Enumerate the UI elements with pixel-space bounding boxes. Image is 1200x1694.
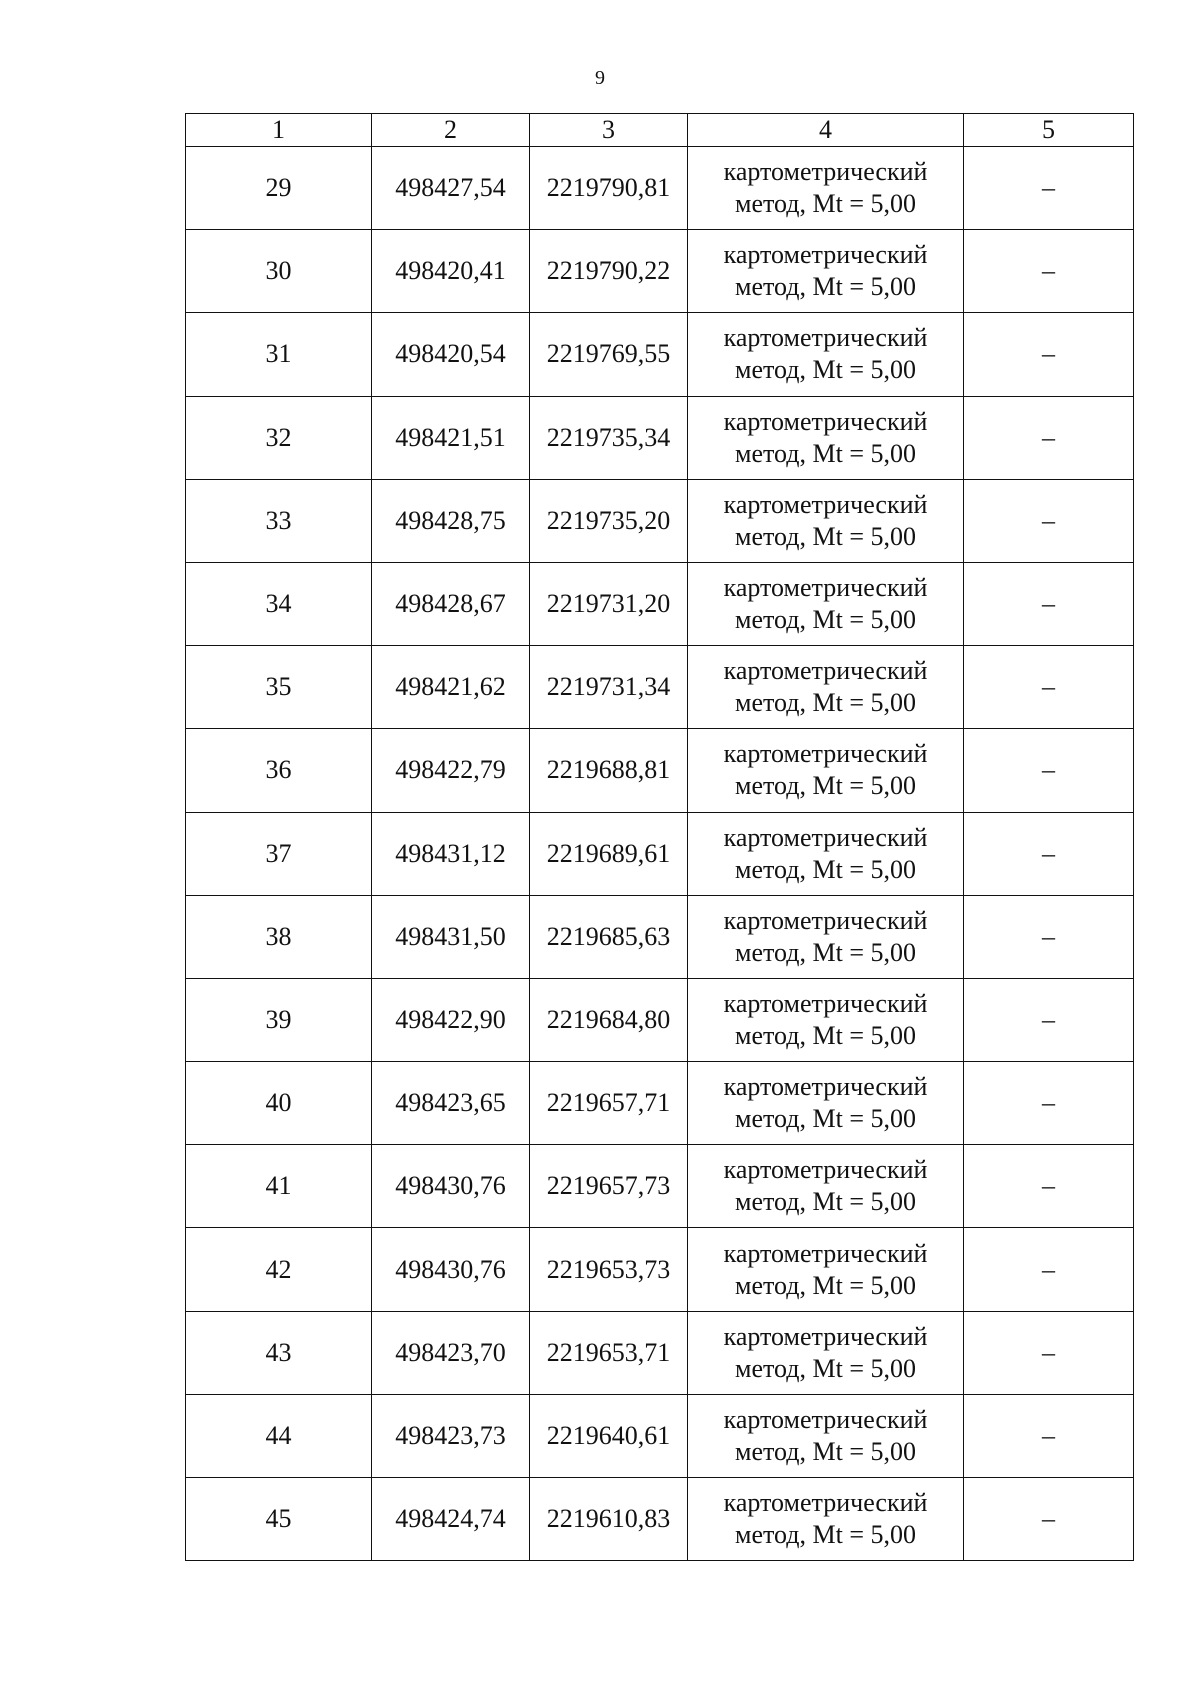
table-row <box>186 729 1134 812</box>
table-row <box>186 1478 1134 1561</box>
note-cell: – <box>964 147 1134 230</box>
method-cell <box>688 646 964 729</box>
note-cell: – <box>964 1311 1134 1394</box>
column-header: 4 <box>688 114 964 147</box>
table-row <box>186 1145 1134 1228</box>
note-cell: – <box>964 646 1134 729</box>
method-line-2: метод, Mt = 5,00 <box>735 521 916 551</box>
method-line-1: картометрический <box>723 656 928 686</box>
method-line-1: картометрический <box>723 1072 928 1102</box>
method-line-1: картометрический <box>723 988 928 1018</box>
note-cell: – <box>964 1478 1134 1561</box>
method-cell <box>688 1062 964 1145</box>
note-cell: – <box>964 479 1134 562</box>
page-number: 9 <box>595 67 605 89</box>
point-number-cell: 29 <box>186 147 372 230</box>
method-cell <box>688 1311 964 1394</box>
point-number-cell: 32 <box>186 396 372 479</box>
column-header: 5 <box>964 114 1134 147</box>
note-cell: – <box>964 978 1134 1061</box>
point-number-cell: 39 <box>186 978 372 1061</box>
column-header: 1 <box>186 114 372 147</box>
point-number-cell: 36 <box>186 729 372 812</box>
y-coordinate-cell: 2219653,71 <box>530 1311 688 1394</box>
point-number-cell: 35 <box>186 646 372 729</box>
method-line-2: метод, Mt = 5,00 <box>735 1353 916 1383</box>
x-coordinate-cell: 498428,67 <box>372 562 530 645</box>
table-row <box>186 230 1134 313</box>
x-coordinate-cell: 498431,50 <box>372 895 530 978</box>
method-line-1: картометрический <box>723 1155 928 1185</box>
x-coordinate-cell: 498420,54 <box>372 313 530 396</box>
column-header: 2 <box>372 114 530 147</box>
x-coordinate-cell: 498428,75 <box>372 479 530 562</box>
point-number-cell: 38 <box>186 895 372 978</box>
method-cell <box>688 147 964 230</box>
method-line-2: метод, Mt = 5,00 <box>735 605 916 635</box>
x-coordinate-cell: 498423,65 <box>372 1062 530 1145</box>
note-cell: – <box>964 313 1134 396</box>
note-cell: – <box>964 1394 1134 1477</box>
y-coordinate-cell: 2219688,81 <box>530 729 688 812</box>
method-cell <box>688 313 964 396</box>
method-line-1: картометрический <box>723 406 928 436</box>
method-line-2: метод, Mt = 5,00 <box>735 189 916 219</box>
x-coordinate-cell: 498420,41 <box>372 230 530 313</box>
point-number-cell: 45 <box>186 1478 372 1561</box>
y-coordinate-cell: 2219689,61 <box>530 812 688 895</box>
column-header: 3 <box>530 114 688 147</box>
method-cell <box>688 479 964 562</box>
method-line-2: метод, Mt = 5,00 <box>735 771 916 801</box>
method-line-2: метод, Mt = 5,00 <box>735 355 916 385</box>
method-line-1: картометрический <box>723 739 928 769</box>
method-line-2: метод, Mt = 5,00 <box>735 937 916 967</box>
y-coordinate-cell: 2219653,73 <box>530 1228 688 1311</box>
method-cell <box>688 1478 964 1561</box>
point-number-cell: 40 <box>186 1062 372 1145</box>
y-coordinate-cell: 2219790,81 <box>530 147 688 230</box>
table-row <box>186 313 1134 396</box>
table-header-row <box>186 114 1134 147</box>
x-coordinate-cell: 498430,76 <box>372 1228 530 1311</box>
method-cell <box>688 230 964 313</box>
table-row <box>186 147 1134 230</box>
y-coordinate-cell: 2219657,73 <box>530 1145 688 1228</box>
y-coordinate-cell: 2219684,80 <box>530 978 688 1061</box>
point-number-cell: 41 <box>186 1145 372 1228</box>
note-cell: – <box>964 1145 1134 1228</box>
x-coordinate-cell: 498422,79 <box>372 729 530 812</box>
coordinates-table <box>185 113 1134 1561</box>
note-cell: – <box>964 1228 1134 1311</box>
method-line-2: метод, Mt = 5,00 <box>735 688 916 718</box>
method-line-2: метод, Mt = 5,00 <box>735 1436 916 1466</box>
method-line-2: метод, Mt = 5,00 <box>735 1104 916 1134</box>
table-row <box>186 1062 1134 1145</box>
method-cell <box>688 1394 964 1477</box>
method-line-1: картометрический <box>723 157 928 187</box>
x-coordinate-cell: 498427,54 <box>372 147 530 230</box>
y-coordinate-cell: 2219610,83 <box>530 1478 688 1561</box>
method-cell <box>688 729 964 812</box>
method-line-1: картометрический <box>723 323 928 353</box>
note-cell: – <box>964 562 1134 645</box>
x-coordinate-cell: 498423,73 <box>372 1394 530 1477</box>
point-number-cell: 42 <box>186 1228 372 1311</box>
method-line-1: картометрический <box>723 1321 928 1351</box>
method-line-2: метод, Mt = 5,00 <box>735 438 916 468</box>
method-cell <box>688 1145 964 1228</box>
method-line-2: метод, Mt = 5,00 <box>735 1270 916 1300</box>
y-coordinate-cell: 2219735,34 <box>530 396 688 479</box>
method-line-1: картометрический <box>723 1488 928 1518</box>
table-row <box>186 812 1134 895</box>
table-row <box>186 1394 1134 1477</box>
method-line-1: картометрический <box>723 1404 928 1434</box>
x-coordinate-cell: 498421,51 <box>372 396 530 479</box>
point-number-cell: 33 <box>186 479 372 562</box>
table-row <box>186 1311 1134 1394</box>
method-line-2: метод, Mt = 5,00 <box>735 1187 916 1217</box>
table-row <box>186 646 1134 729</box>
x-coordinate-cell: 498430,76 <box>372 1145 530 1228</box>
y-coordinate-cell: 2219731,34 <box>530 646 688 729</box>
point-number-cell: 34 <box>186 562 372 645</box>
x-coordinate-cell: 498424,74 <box>372 1478 530 1561</box>
y-coordinate-cell: 2219790,22 <box>530 230 688 313</box>
method-cell <box>688 895 964 978</box>
point-number-cell: 44 <box>186 1394 372 1477</box>
method-line-1: картометрический <box>723 1238 928 1268</box>
note-cell: – <box>964 729 1134 812</box>
method-cell <box>688 812 964 895</box>
y-coordinate-cell: 2219640,61 <box>530 1394 688 1477</box>
x-coordinate-cell: 498423,70 <box>372 1311 530 1394</box>
y-coordinate-cell: 2219685,63 <box>530 895 688 978</box>
method-line-1: картометрический <box>723 822 928 852</box>
y-coordinate-cell: 2219769,55 <box>530 313 688 396</box>
table-row <box>186 396 1134 479</box>
method-line-2: метод, Mt = 5,00 <box>735 854 916 884</box>
method-line-2: метод, Mt = 5,00 <box>735 1020 916 1050</box>
note-cell: – <box>964 895 1134 978</box>
method-line-1: картометрический <box>723 905 928 935</box>
table-row <box>186 895 1134 978</box>
method-line-1: картометрический <box>723 240 928 270</box>
note-cell: – <box>964 1062 1134 1145</box>
method-cell <box>688 1228 964 1311</box>
x-coordinate-cell: 498431,12 <box>372 812 530 895</box>
y-coordinate-cell: 2219731,20 <box>530 562 688 645</box>
method-cell <box>688 396 964 479</box>
table-row <box>186 978 1134 1061</box>
table-body <box>186 147 1134 1561</box>
point-number-cell: 31 <box>186 313 372 396</box>
table-row <box>186 562 1134 645</box>
point-number-cell: 43 <box>186 1311 372 1394</box>
x-coordinate-cell: 498422,90 <box>372 978 530 1061</box>
y-coordinate-cell: 2219657,71 <box>530 1062 688 1145</box>
point-number-cell: 30 <box>186 230 372 313</box>
point-number-cell: 37 <box>186 812 372 895</box>
note-cell: – <box>964 396 1134 479</box>
method-line-2: метод, Mt = 5,00 <box>735 1520 916 1550</box>
method-cell <box>688 978 964 1061</box>
method-line-1: картометрический <box>723 489 928 519</box>
table-row <box>186 1228 1134 1311</box>
y-coordinate-cell: 2219735,20 <box>530 479 688 562</box>
method-line-2: метод, Mt = 5,00 <box>735 272 916 302</box>
method-cell <box>688 562 964 645</box>
note-cell: – <box>964 812 1134 895</box>
note-cell: – <box>964 230 1134 313</box>
method-line-1: картометрический <box>723 573 928 603</box>
x-coordinate-cell: 498421,62 <box>372 646 530 729</box>
table-row <box>186 479 1134 562</box>
